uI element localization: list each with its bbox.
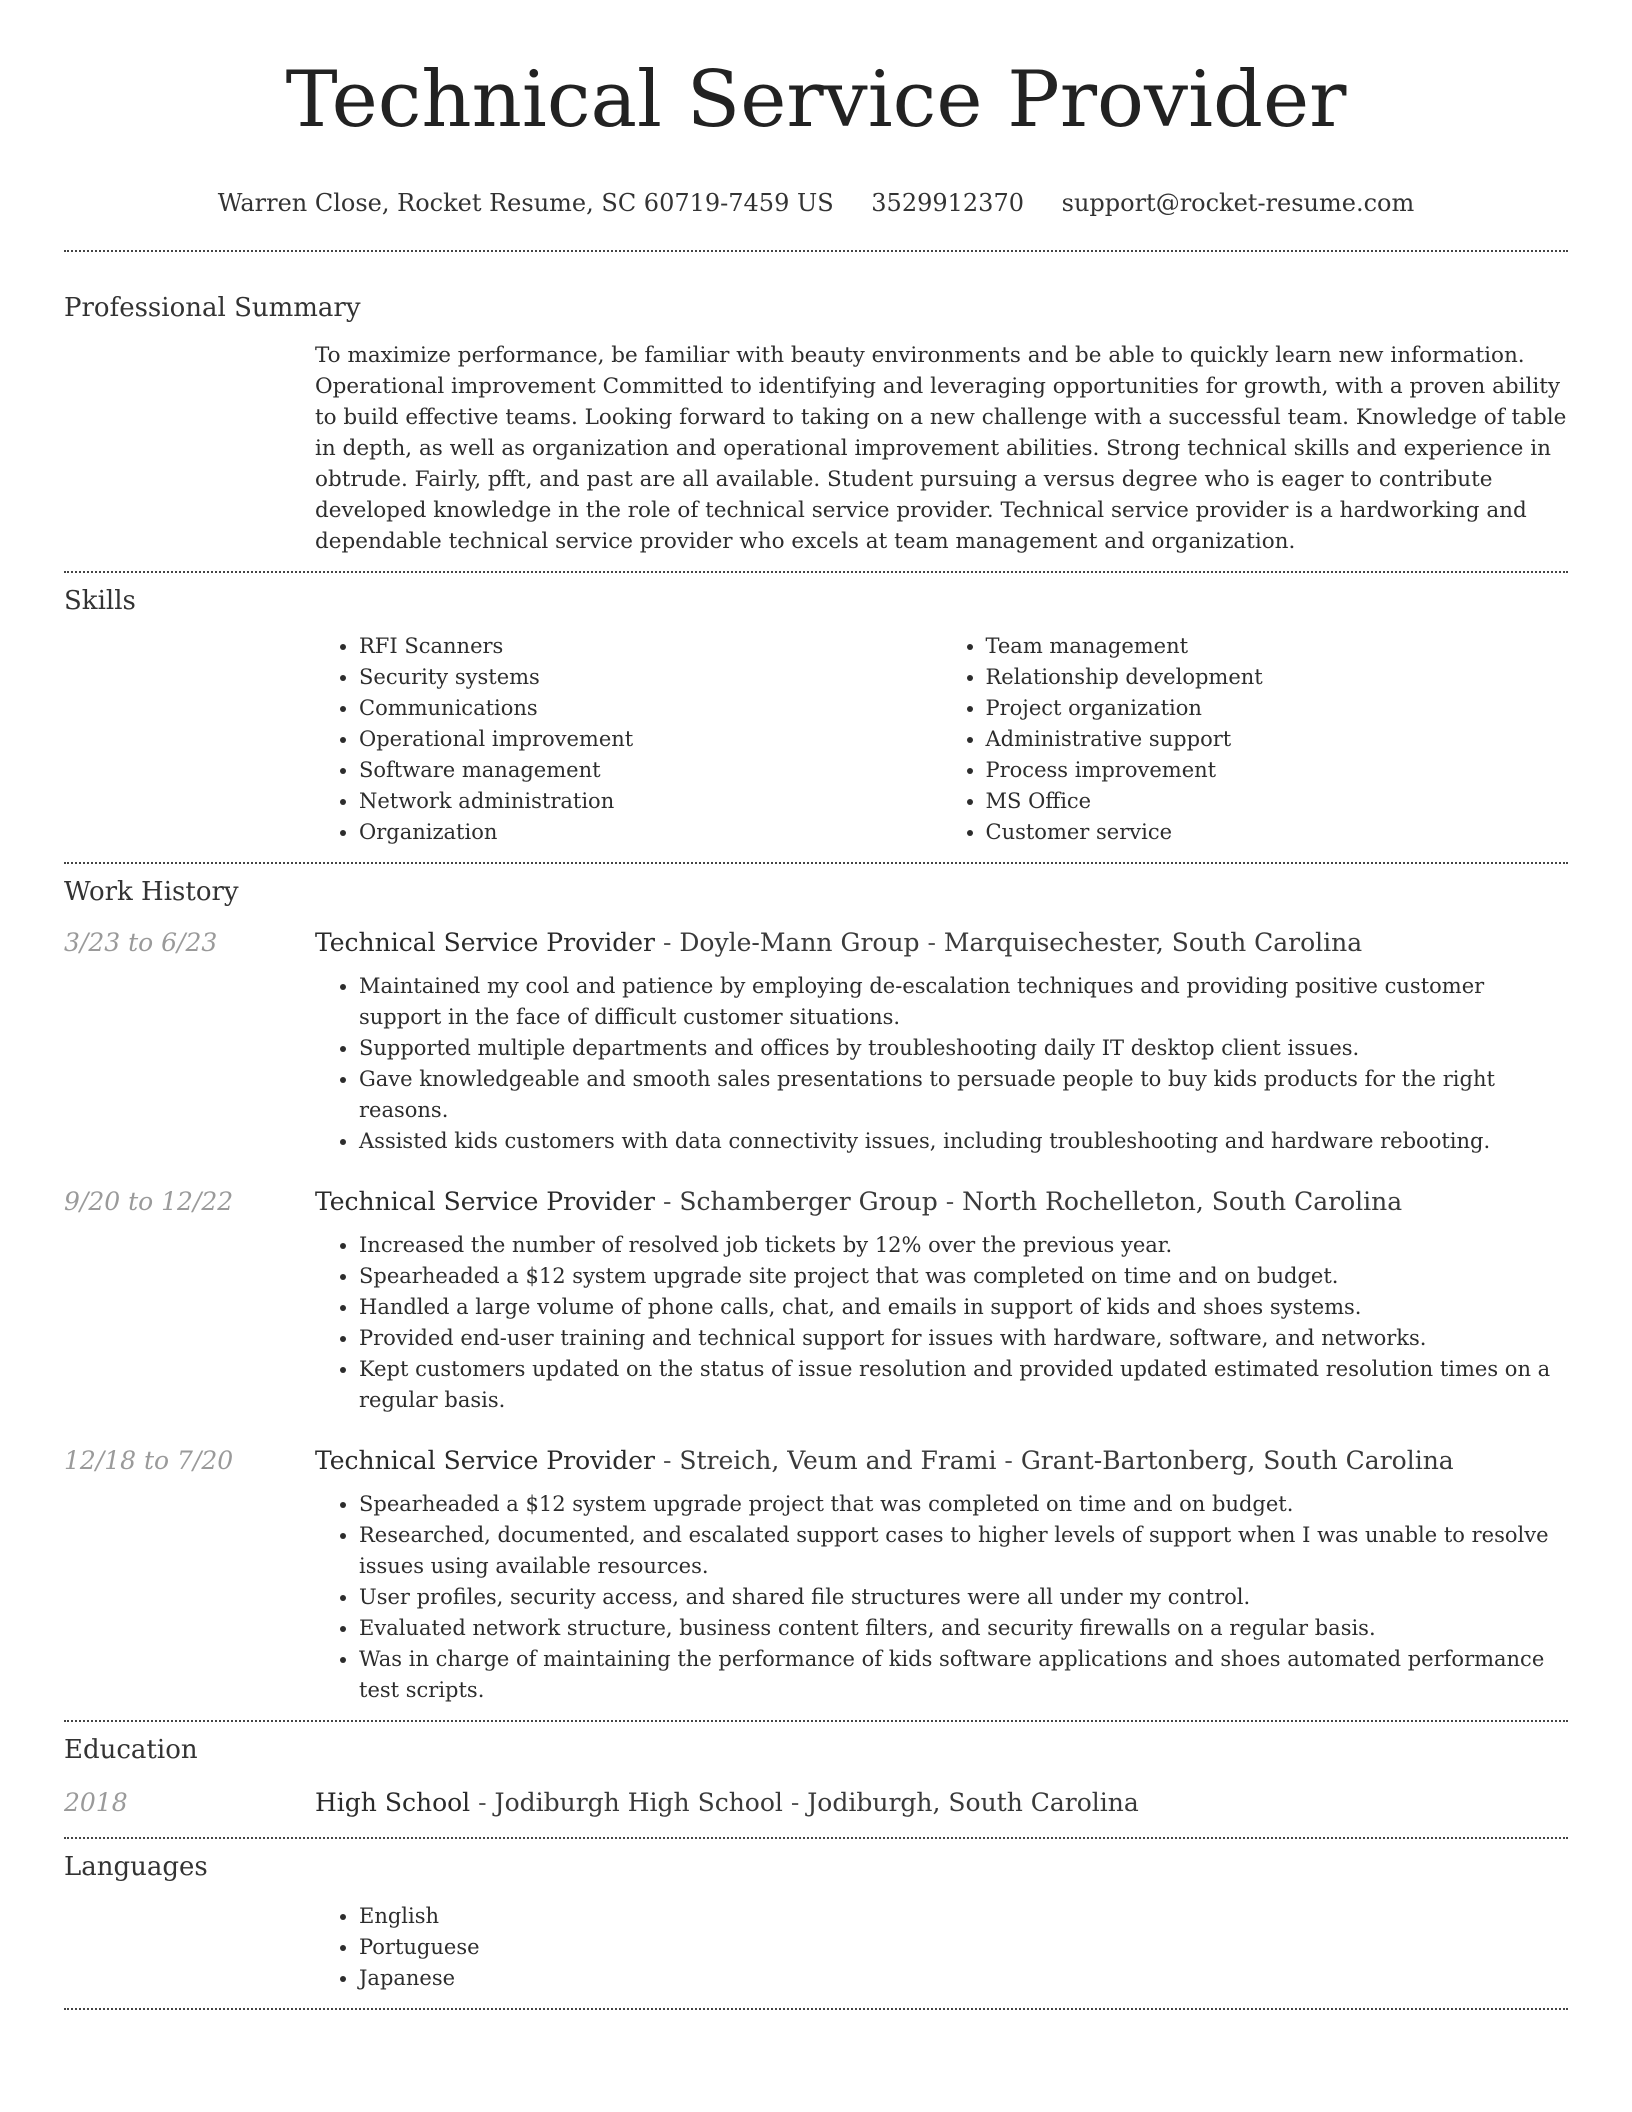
- skill-item: • Operational improvement: [359, 724, 942, 755]
- job-bullets: [315, 1230, 1568, 1416]
- job-company: Schamberger Group: [679, 1187, 938, 1216]
- contact-line: [64, 188, 1568, 218]
- job-bullets: [315, 971, 1568, 1157]
- job-bullet: • Gave knowledgeable and smooth sales presentations to persuade people to buy kids products for the right reasons.: [359, 1064, 1568, 1126]
- job-bullet: • Researched, documented, and escalated support cases to higher levels of support when I was unable to resolve issues using available resources.: [359, 1520, 1568, 1582]
- job-bullet: • Increased the number of resolved job tickets by 12% over the previous year.: [359, 1230, 1568, 1261]
- job-entry: [64, 928, 1568, 1157]
- job-bullet: • Maintained my cool and patience by employing de-escalation techniques and providing positive customer support in the face of difficult customer situations.: [359, 971, 1568, 1033]
- skill-item: • Relationship development: [986, 662, 1569, 693]
- language-item: • Portuguese: [359, 1932, 1568, 1963]
- resume-header: [64, 0, 1568, 218]
- job-entry: [64, 1187, 1568, 1416]
- job-bullet: • Kept customers updated on the status of issue resolution and provided updated estimated resolution times on a regular basis.: [359, 1354, 1568, 1416]
- skill-item: • Customer service: [986, 817, 1569, 848]
- work-section: [64, 864, 1568, 1706]
- skills-lists: [315, 631, 1568, 848]
- job-dates: 12/18 to 7/20: [64, 1446, 234, 1475]
- phone: 3529912370: [871, 189, 1024, 217]
- job-company: Streich, Veum and Frami: [679, 1446, 997, 1475]
- job-bullet: • Provided end-user training and technical support for issues with hardware, software, and networks.: [359, 1323, 1568, 1354]
- job-bullet: • Handled a large volume of phone calls, chat, and emails in support of kids and shoes systems.: [359, 1292, 1568, 1323]
- education-entry: [64, 1788, 1568, 1817]
- section-title: Languages: [64, 1852, 208, 1882]
- languages-section: [64, 1839, 1568, 1994]
- job-location: North Rochelleton, South Carolina: [962, 1187, 1403, 1216]
- address: Warren Close, Rocket Resume, SC 60719-7459 US: [217, 189, 834, 217]
- section-title: Professional Summary: [64, 293, 361, 323]
- skill-item: • Team management: [986, 631, 1569, 662]
- education-degree: High School: [315, 1788, 471, 1817]
- skill-item: • Communications: [359, 693, 942, 724]
- skill-item: • Organization: [359, 817, 942, 848]
- job-header: [64, 1446, 1568, 1475]
- skill-item: • MS Office: [986, 786, 1569, 817]
- job-dates: 3/23 to 6/23: [64, 928, 218, 957]
- job-title-line: Technical Service Provider - Streich, Veum and Frami - Grant-Bartonberg, South Carolina: [315, 1446, 1454, 1475]
- job-company: Doyle-Mann Group: [679, 928, 920, 957]
- email: support@rocket-resume.com: [1061, 189, 1415, 217]
- education-school: Jodiburgh High School: [494, 1788, 783, 1817]
- education-location: Jodiburgh, South Carolina: [807, 1788, 1139, 1817]
- skill-item: • Security systems: [359, 662, 942, 693]
- candidate-name: Technical Service Provider: [285, 55, 1347, 145]
- skills-list-left: [315, 631, 942, 848]
- skill-item: • Administrative support: [986, 724, 1569, 755]
- skill-item: • Process improvement: [986, 755, 1569, 786]
- languages-list: [315, 1901, 1568, 1994]
- job-header: [64, 928, 1568, 957]
- section-title: Education: [64, 1735, 198, 1765]
- job-location: Marquisechester, South Carolina: [943, 928, 1363, 957]
- job-bullet: • Supported multiple departments and offices by troubleshooting daily IT desktop client issues.: [359, 1033, 1568, 1064]
- section-title: Skills: [64, 586, 136, 616]
- job-role: Technical Service Provider: [315, 928, 656, 957]
- skills-list-right: [942, 631, 1569, 848]
- job-bullet: • Spearheaded a $12 system upgrade project that was completed on time and on budget.: [359, 1489, 1568, 1520]
- language-item: • English: [359, 1901, 1568, 1932]
- skill-item: • Software management: [359, 755, 942, 786]
- job-title-line: Technical Service Provider - Doyle-Mann Group - Marquisechester, South Carolina: [315, 928, 1363, 957]
- skills-section: [64, 573, 1568, 848]
- language-item: • Japanese: [359, 1963, 1568, 1994]
- summary-section: [64, 252, 1568, 557]
- education-section: [64, 1722, 1568, 1817]
- job-bullets: [315, 1489, 1568, 1706]
- job-bullet: • Evaluated network structure, business content filters, and security firewalls on a regular basis.: [359, 1613, 1568, 1644]
- job-header: [64, 1187, 1568, 1216]
- job-role: Technical Service Provider: [315, 1187, 656, 1216]
- divider: [64, 2008, 1568, 2010]
- job-bullet: • Was in charge of maintaining the performance of kids software applications and shoes automated performance test scripts.: [359, 1644, 1568, 1706]
- job-dates: 9/20 to 12/22: [64, 1187, 234, 1216]
- job-bullet: • Assisted kids customers with data connectivity issues, including troubleshooting and hardware rebooting.: [359, 1126, 1568, 1157]
- section-title: Work History: [64, 877, 239, 907]
- job-bullet: • Spearheaded a $12 system upgrade site project that was completed on time and on budget.: [359, 1261, 1568, 1292]
- education-line: High School - Jodiburgh High School - Jodiburgh, South Carolina: [315, 1788, 1139, 1817]
- job-location: Grant-Bartonberg, South Carolina: [1020, 1446, 1454, 1475]
- skill-item: • Network administration: [359, 786, 942, 817]
- job-role: Technical Service Provider: [315, 1446, 656, 1475]
- skill-item: • RFI Scanners: [359, 631, 942, 662]
- summary-text: To maximize performance, be familiar with beauty environments and be able to quickly learn new information. Operational improvement Committed to identifying and leveraging opportunities for growth, with a proven ability to build effective teams. Looking forward to taking on a new challenge with a successful team. Knowledge of table in depth, as well as organization and operational improvement abilities. Strong technical skills and experience in obtrude. Fairly, pfft, and past are all available. Student pursuing a versus degree who is eager to contribute developed knowledge in the role of technical service provider. Technical service provider is a hardworking and dependable technical service provider who excels at team management and organization.: [315, 343, 1567, 554]
- job-bullet: • User profiles, security access, and shared file structures were all under my control.: [359, 1582, 1568, 1613]
- education-year: 2018: [64, 1788, 128, 1817]
- job-entry: [64, 1446, 1568, 1706]
- job-title-line: Technical Service Provider - Schamberger Group - North Rochelleton, South Carolina: [315, 1187, 1403, 1216]
- skill-item: • Project organization: [986, 693, 1569, 724]
